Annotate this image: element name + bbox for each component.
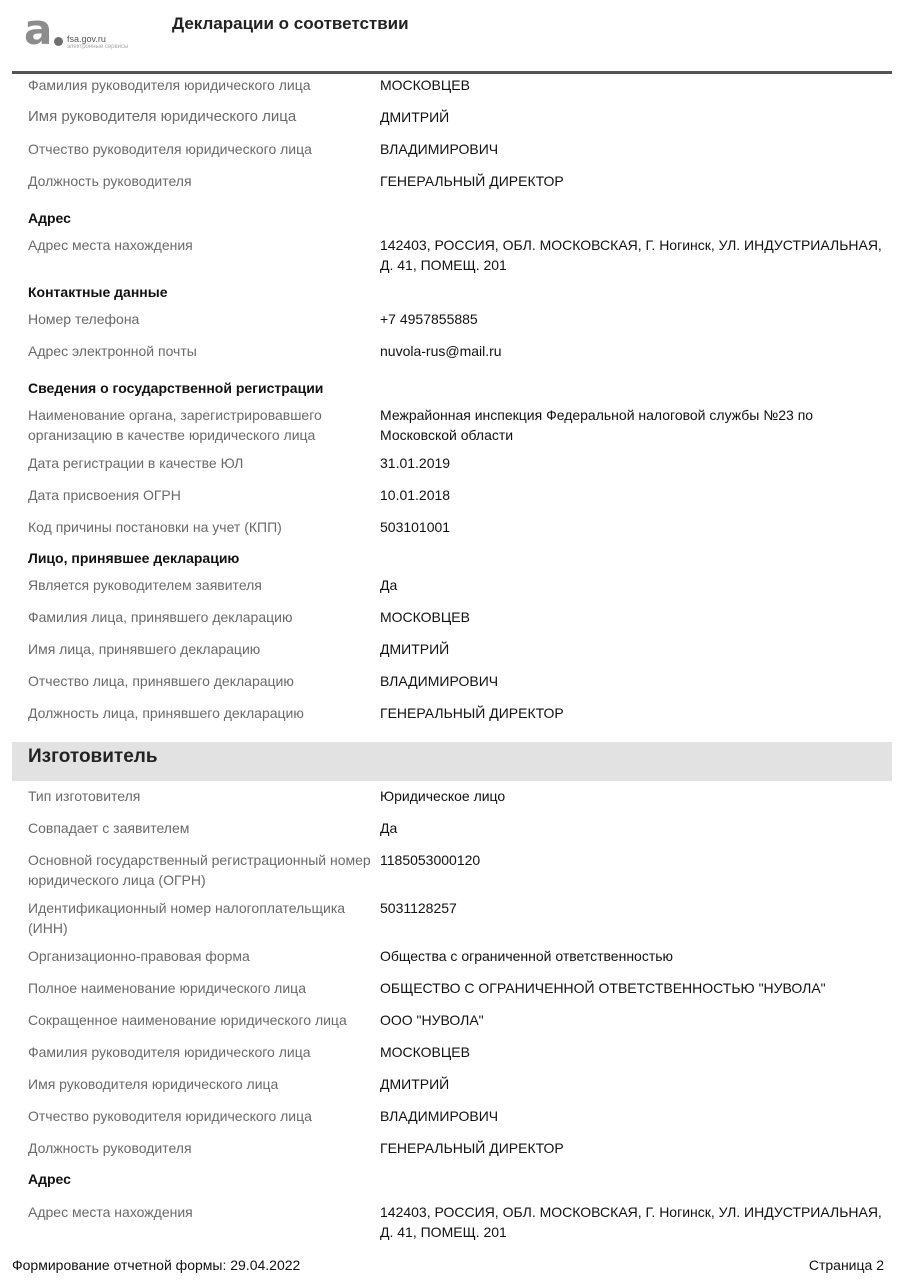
field-row [0, 849, 900, 897]
field-row [0, 404, 900, 452]
field-value: МОСКОВЦЕВ [380, 77, 470, 93]
field-label: Фамилия лица, принявшего декларацию [28, 609, 293, 625]
field-row [0, 1105, 900, 1137]
field-label: Имя лица, принявшего декларацию [28, 641, 261, 657]
field-row [0, 817, 900, 849]
field-label: Имя руководителя юридического лица [28, 108, 297, 125]
field-label: Является руководителем заявителя [28, 577, 262, 593]
field-row [0, 74, 900, 106]
field-row [0, 1137, 900, 1169]
section-subheading-manufacturer-address: Адрес [28, 1171, 71, 1187]
field-row [0, 452, 900, 484]
field-label: Организационно-правовая форма [28, 948, 250, 964]
section-header-manufacturer: Изготовитель [12, 742, 892, 781]
field-value: ВЛАДИМИРОВИЧ [380, 141, 499, 157]
field-label: Основной государственный регистрационный номер юридического лица (ОГРН) [28, 852, 371, 888]
field-row [0, 484, 900, 516]
field-row [0, 785, 900, 817]
field-row [0, 977, 900, 1009]
field-row [0, 606, 900, 638]
field-label: Сокращенное наименование юридического лица [28, 1012, 347, 1028]
field-label: Адрес места нахождения [28, 237, 193, 253]
field-label: Полное наименование юридического лица [28, 980, 306, 996]
field-value: ОБЩЕСТВО С ОГРАНИЧЕННОЙ ОТВЕТСТВЕННОСТЬЮ "НУВОЛА" [380, 980, 826, 996]
field-row [0, 234, 900, 282]
field-label: Фамилия руководителя юридического лица [28, 1044, 311, 1060]
field-label: Отчество руководителя юридического лица [28, 1108, 312, 1124]
page-number: Страница 2 [808, 1257, 884, 1273]
field-value: ДМИТРИЙ [380, 109, 450, 125]
field-row [0, 340, 900, 372]
field-value: 142403, РОССИЯ, ОБЛ. МОСКОВСКАЯ, Г. Ногинск, УЛ. ИНДУСТРИАЛЬНАЯ, Д. 41, ПОМЕЩ. 201 [380, 237, 882, 273]
field-value: Да [380, 577, 398, 593]
report-generation-date: Формирование отчетной формы: 29.04.2022 [12, 1257, 301, 1273]
field-value: 31.01.2019 [380, 455, 451, 471]
field-value: +7 4957855885 [380, 311, 478, 327]
section-subheading-declarant: Лицо, принявшее декларацию [28, 550, 240, 566]
field-label: Должность руководителя [28, 1140, 192, 1156]
section-subheading-address: Адрес [28, 210, 71, 226]
field-value: 1185053000120 [380, 852, 481, 868]
field-label: Должность лица, принявшего декларацию [28, 705, 304, 721]
field-value: 503101001 [380, 519, 451, 535]
field-row [0, 170, 900, 202]
section-subheading-registration: Сведения о государственной регистрации [28, 380, 324, 396]
field-row [0, 638, 900, 670]
fsa-logo[interactable] [24, 5, 144, 54]
field-label: Должность руководителя [28, 173, 192, 189]
field-label: Отчество лица, принявшего декларацию [28, 673, 294, 689]
field-row [0, 1041, 900, 1073]
field-row [0, 1009, 900, 1041]
field-label: Идентификационный номер налогоплательщика (ИНН) [28, 900, 346, 936]
field-value: ДМИТРИЙ [380, 1076, 450, 1092]
field-label: Адрес электронной почты [28, 343, 197, 359]
field-label: Код причины постановки на учет (КПП) [28, 519, 282, 535]
field-value: ВЛАДИМИРОВИЧ [380, 673, 499, 689]
field-row [0, 138, 900, 170]
field-value: МОСКОВЦЕВ [380, 1044, 470, 1060]
field-label: Тип изготовителя [28, 788, 141, 804]
section-subheading-contacts: Контактные данные [28, 284, 168, 300]
field-value[interactable] [380, 341, 900, 372]
field-value: Общества с ограниченной ответственностью [380, 948, 674, 964]
logo-dot-icon [54, 37, 63, 46]
field-row [0, 945, 900, 977]
field-row [0, 106, 900, 138]
field-row [0, 516, 900, 548]
field-value: 142403, РОССИЯ, ОБЛ. МОСКОВСКАЯ, Г. Ногинск, УЛ. ИНДУСТРИАЛЬНАЯ, Д. 41, ПОМЕЩ. 201 [380, 1204, 882, 1240]
field-value: 10.01.2018 [380, 487, 451, 503]
field-row [0, 1201, 900, 1249]
field-value: Межрайонная инспекция Федеральной налоговой службы №23 по Московской области [380, 407, 814, 443]
field-value: Да [380, 820, 398, 836]
field-value: ВЛАДИМИРОВИЧ [380, 1108, 499, 1124]
document-content [0, 74, 900, 1249]
field-value: ГЕНЕРАЛЬНЫЙ ДИРЕКТОР [380, 173, 564, 189]
email-link[interactable]: nuvola-rus@mail.ru [380, 343, 502, 359]
field-label: Номер телефона [28, 311, 140, 327]
page-header [0, 0, 900, 74]
field-label: Дата регистрации в качестве ЮЛ [28, 455, 244, 471]
field-value: ГЕНЕРАЛЬНЫЙ ДИРЕКТОР [380, 705, 564, 721]
logo-subtitle: электронные сервисы [67, 44, 129, 50]
field-row [0, 702, 900, 734]
field-value: МОСКОВЦЕВ [380, 609, 470, 625]
field-value: Юридическое лицо [380, 788, 506, 804]
field-value: ООО "НУВОЛА" [380, 1012, 484, 1028]
field-label: Адрес места нахождения [28, 1204, 193, 1220]
field-row [0, 897, 900, 945]
field-label: Наименование органа, зарегистрировавшего организацию в качестве юридического лица [28, 407, 322, 443]
field-row [0, 1073, 900, 1105]
logo-site: fsa.gov.ru [67, 34, 106, 44]
field-row [0, 670, 900, 702]
field-label: Дата присвоения ОГРН [28, 487, 181, 503]
field-label: Фамилия руководителя юридического лица [28, 77, 311, 93]
field-label: Совпадает с заявителем [28, 820, 190, 836]
field-value: ГЕНЕРАЛЬНЫЙ ДИРЕКТОР [380, 1140, 564, 1156]
field-value: ДМИТРИЙ [380, 641, 450, 657]
field-row [0, 574, 900, 606]
field-value: 5031128257 [380, 900, 457, 916]
logo-a-icon: a [24, 5, 53, 54]
field-label: Имя руководителя юридического лица [28, 1076, 279, 1092]
document-title: Декларации о соответствии [172, 14, 409, 33]
field-label: Отчество руководителя юридического лица [28, 141, 312, 157]
field-row [0, 308, 900, 340]
